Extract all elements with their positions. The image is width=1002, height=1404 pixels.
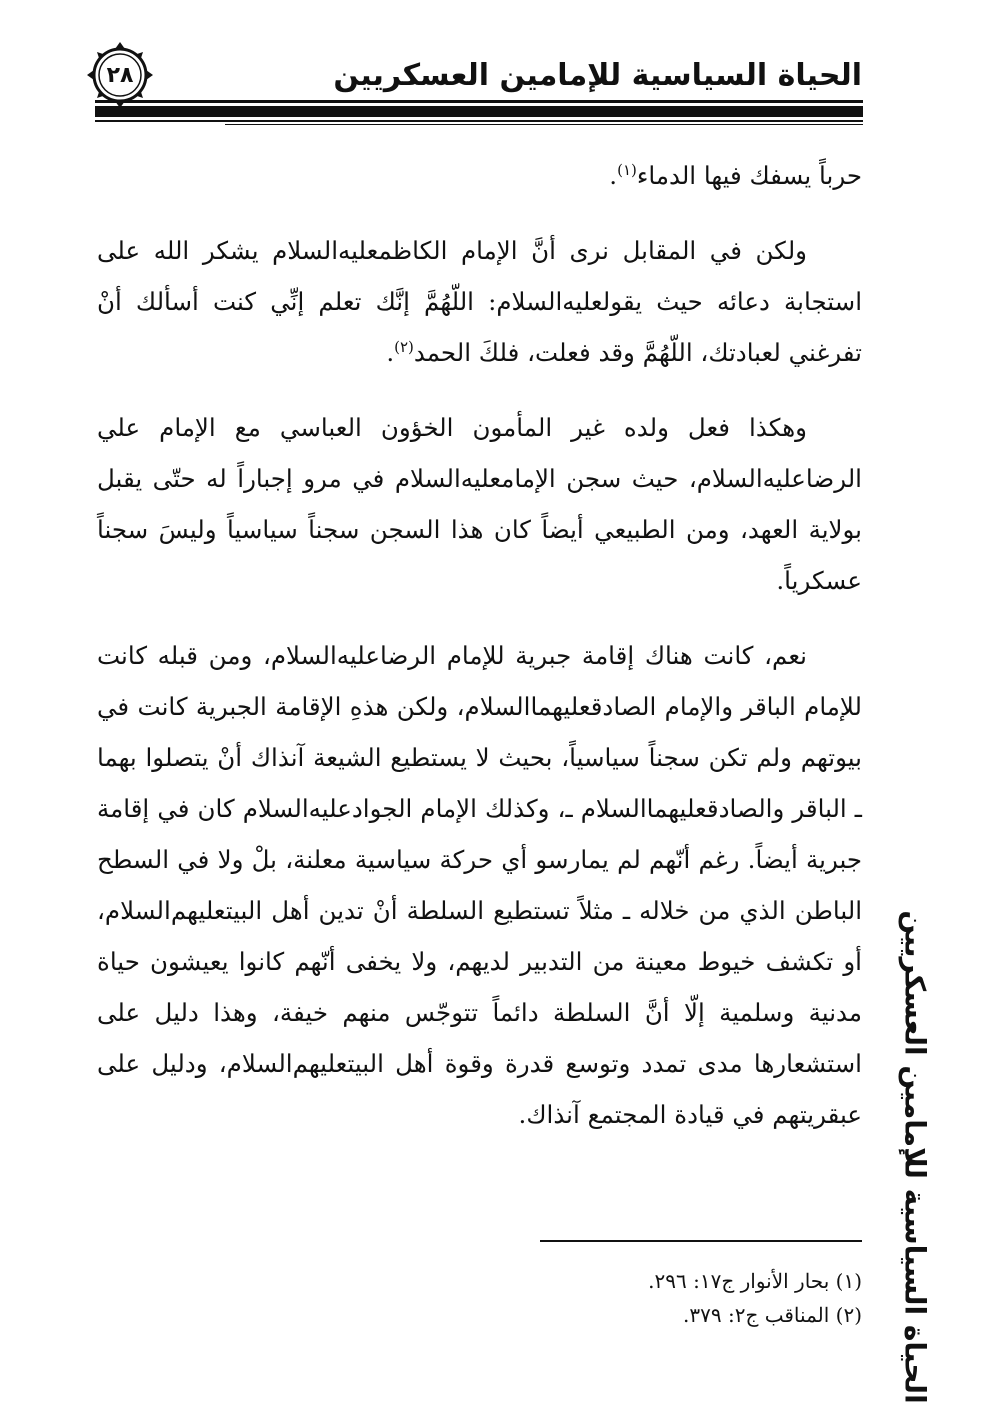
paragraph-2: ولكن في المقابل نرى أنَّ الإمام الكاظمعليه‌السلام يشكر الله على استجابة دعائه حيث يقولعليه‌السلام: اللّهُمَّ إنَّك تعلم إنِّي كنت أسألك أنْ تفرغني لعبادتك، اللّهُمَّ وقد فعلت، فلكَ الحمد$^{(٢)}$. <box>97 236 862 367</box>
footnotes <box>262 1264 862 1332</box>
header-rule-top <box>95 100 863 103</box>
footnote-divider <box>540 1240 862 1242</box>
header-rule-bottom <box>95 120 863 122</box>
footnote-ref-1[interactable]: (١) <box>617 160 637 179</box>
header-title: الحياة السياسية للإمامين العسكريين <box>333 58 862 93</box>
page-number: ٢٨ <box>106 62 134 88</box>
paragraph-3: وهكذا فعل ولده غير المأمون الخؤون العباسي مع الإمام علي الرضاعليه‌السلام، حيث سجن الإمامعليه‌السلام في مرو إجباراً له حتّى يقبل بولاية العهد، ومن الطبيعي أيضاً كان هذا السجن سجناً سياسياً وليسَ سجناً عسكرياً. <box>97 413 862 595</box>
side-title-text: الحياة السياسية للإمامين العسكريين <box>898 910 932 1404</box>
header-rule-thick <box>95 106 863 117</box>
body-text <box>97 150 862 1164</box>
footnote-2: (٢) المناقب ج٢: ٣٧٩. <box>683 1303 862 1327</box>
side-book-title <box>890 910 940 1404</box>
paragraph-1: حرباً يسفك فيها الدماء$^{(١)}$. <box>609 160 862 190</box>
footnote-1: (١) بحار الأنوار ج١٧: ٢٩٦. <box>648 1269 862 1293</box>
paragraph-4: نعم، كانت هناك إقامة جبرية للإمام الرضاعليه‌السلام، ومن قبله كانت للإمام الباقر والإمام الصادقعليهما‌السلام، ولكن هذهِ الإقامة الجبرية كانت في بيوتهم ولم تكن سجناً سياسياً، بحيث لا يستطيع الشيعة آنذاك أنْ يتصلوا بهما ـ الباقر والصادقعليهما‌السلام ـ، وكذلك الإمام الجوادعليه‌السلام كان في إقامة جبرية أيضاً. رغم أنّهم لم يمارسو أي حركة سياسية معلنة، بلْ ولا في السطح الباطن الذي من خلاله ـ مثلاً تستطيع السلطة أنْ تدين أهل البيتعليهم‌السلام، أو تكشف خيوط معينة من التدبير لديهم، ولا يخفى أنّهم كانوا يعيشون حياة مدنية وسلمية إلّا أنَّ السلطة دائماً تتوجّس منهم خيفة، وهذا دليل على استشعارها مدى تمدد وتوسع قدرة وقوة أهل البيتعليهم‌السلام، ودليل على عبقريتهم في قيادة المجتمع آنذاك. <box>97 641 862 1129</box>
header-rule-accent <box>225 124 863 125</box>
footnote-ref-2[interactable]: (٢) <box>394 337 414 356</box>
